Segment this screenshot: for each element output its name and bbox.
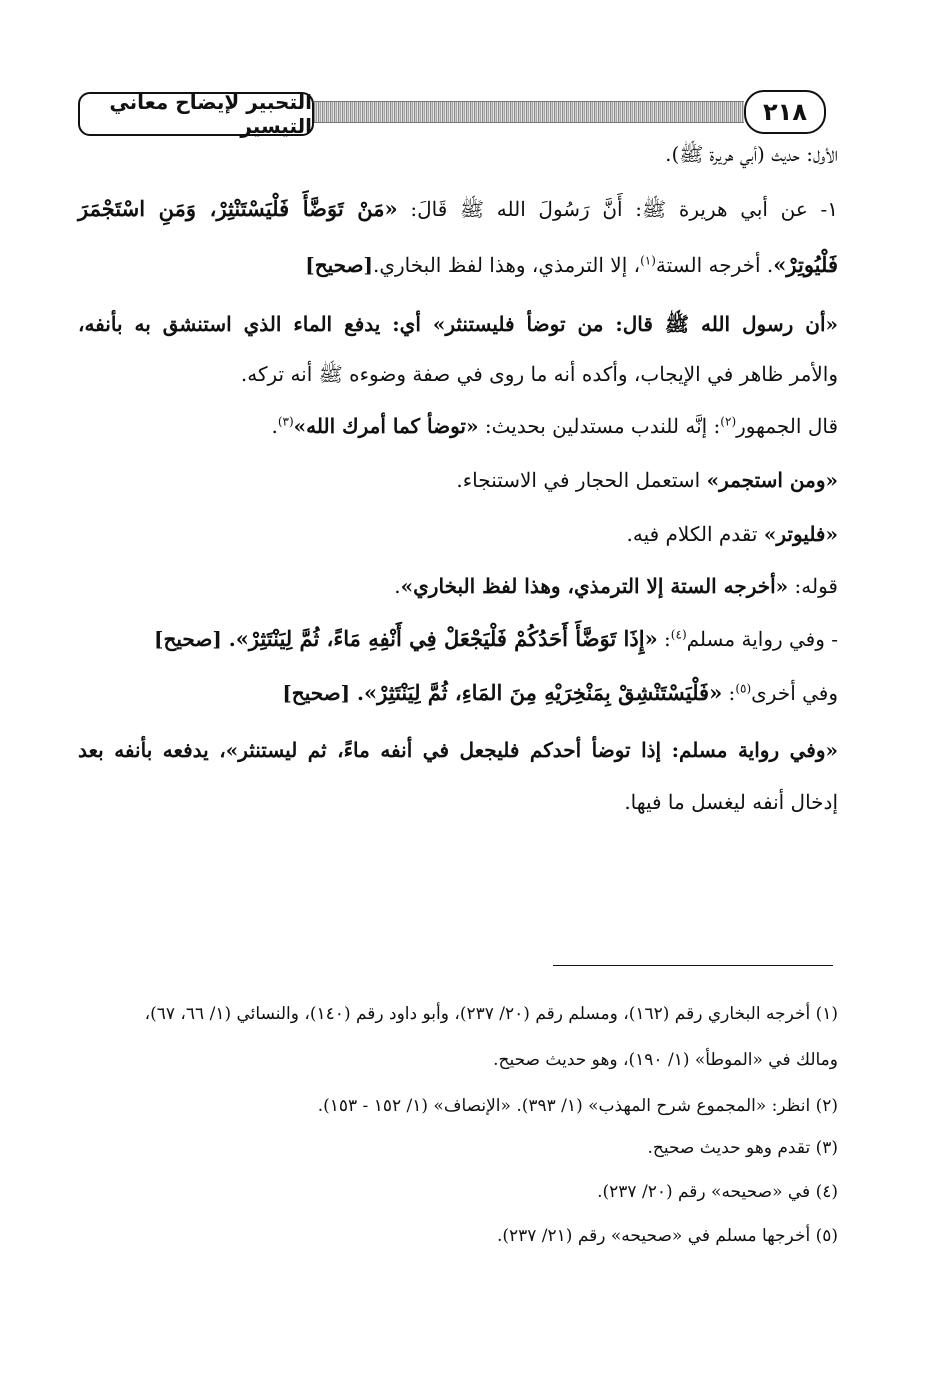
text-fragment: استعمل الحجار في الاستنجاء.	[456, 468, 707, 492]
lemma: «وفي رواية مسلم: إذا توضأ أحدكم فليجعل في أنفه ماءً، ثم ليستنثر»	[225, 738, 838, 762]
hadith-text: «إِذَا تَوَضَّأَ أَحَدُكُمْ فَلْيَجْعَلْ فِي أَنْفِهِ مَاءً، ثُمَّ لِيَنْتَثِرْ»	[235, 626, 658, 651]
footnote-text: (٢) انظر: «المجموع شرح المهذب» (١/ ٣٩٣). «الإنصاف» (١/ ١٥٢ - ١٥٣).	[317, 1096, 838, 1116]
text-line	[305, 252, 838, 277]
footnote-2	[318, 1096, 838, 1116]
lemma: «أخرجه الستة إلا الترمذي، وهذا لفظ البخاري»	[400, 574, 789, 598]
grade-label: . [صحيح]	[154, 627, 236, 651]
hadith-text: «فَلْيَسْتَنْشِقْ بِمَنْخِرَيْهِ مِنَ المَاءِ، ثُمَّ لِيَنْتَثِرْ»	[364, 680, 723, 705]
text-fragment: :	[657, 627, 671, 651]
footnote-1	[145, 1004, 838, 1024]
header-decorative-band	[314, 101, 744, 123]
footnote-5	[497, 1226, 838, 1246]
hadith-text: فَلْيُوتِرْ»	[773, 252, 838, 277]
text-line	[78, 738, 838, 762]
hadith-text: «مَنْ تَوَضَّأَ فَلْيَسْتَنْثِرْ، وَمَنِ اسْتَجْمَرَ	[78, 196, 398, 221]
text-line	[271, 414, 838, 438]
footnote-4	[597, 1182, 838, 1202]
text-fragment: ، يدفعه بأنفه بعد	[78, 738, 226, 762]
text-fragment: .	[394, 574, 401, 598]
text-fragment: . أخرجه الستة	[655, 253, 774, 277]
text-fragment: قوله:	[788, 574, 838, 598]
text-line	[394, 574, 838, 598]
section-heading: الأول: حديث (أبي هريرة ﷺ).	[665, 142, 838, 166]
commentary-text: والأمر ظاهر في الإيجاب، وأكده أنه ما روى في صفة وضوءه ﷺ أنه تركه.	[240, 362, 838, 386]
page-number: ٢١٨	[744, 90, 826, 134]
footnote-ref: (٤)	[670, 627, 687, 642]
grade-label: . [صحيح]	[282, 681, 365, 705]
footnote-ref: (٥)	[735, 681, 752, 696]
commentary-text: إدخال أنفه ليغسل ما فيها.	[624, 790, 838, 814]
text-fragment: .	[271, 414, 278, 438]
text-fragment: قال الجمهور	[736, 414, 838, 438]
footnote-1-cont	[493, 1050, 838, 1070]
lemma: «ومن استجمر»	[706, 468, 838, 492]
page-header	[78, 88, 836, 138]
text-line	[665, 142, 838, 171]
narration-intro: ١- عن أبي هريرة ﷺ: أَنَّ رَسُولَ الله ﷺ قَالَ:	[397, 197, 838, 221]
footnote-text: (١) أخرجه البخاري رقم (١٦٢)، ومسلم رقم (٢٠/ ٢٣٧)، وأبو داود رقم (١٤٠)، والنسائي (١/ ٦٦، ٦٧)،	[144, 1004, 838, 1024]
text-line	[241, 362, 838, 391]
text-line	[154, 626, 838, 651]
text-line	[624, 790, 838, 814]
footnote-ref: (٣)	[277, 414, 294, 429]
text-fragment: ، إلا الترمذي، وهذا لفظ البخاري.	[373, 253, 641, 277]
lemma: «فليوتر»	[763, 522, 838, 546]
text-fragment: تقدم الكلام فيه.	[626, 522, 764, 546]
grade-label: [صحيح]	[305, 253, 373, 277]
footnote-ref: (١)	[640, 253, 656, 268]
footnote-text: (٤) في «صحيحه» رقم (٢٠/ ٢٣٧).	[597, 1182, 838, 1202]
text-line	[627, 522, 838, 546]
text-fragment: - وفي رواية مسلم	[686, 627, 838, 651]
text-fragment: :	[722, 681, 736, 705]
text-line	[456, 468, 838, 492]
text-line	[282, 680, 838, 705]
footnote-3	[647, 1138, 838, 1158]
text-fragment: : إنَّه للندب مستدلين بحديث:	[478, 414, 721, 438]
hadith-line	[78, 196, 838, 226]
text-line	[78, 312, 838, 341]
quoted-hadith: «توضأ كما أمرك الله»	[293, 414, 479, 438]
footnote-text: ومالك في «الموطأ» (١/ ١٩٠)، وهو حديث صحيح.	[493, 1050, 838, 1070]
footnote-separator	[553, 965, 833, 966]
commentary-text: «أن رسول الله ﷺ قال: من توضأ فليستنثر» أي: يدفع الماء الذي استنشق به بأنفه،	[78, 312, 838, 336]
footnote-text: (٥) أخرجها مسلم في «صحيحه» رقم (٢١/ ٢٣٧).	[496, 1226, 838, 1246]
footnote-ref: (٢)	[720, 414, 737, 429]
footnote-text: (٣) تقدم وهو حديث صحيح.	[647, 1138, 838, 1158]
book-title: التحبير لإيضاح معاني التيسير	[78, 92, 314, 136]
text-fragment: وفي أخرى	[751, 681, 838, 705]
